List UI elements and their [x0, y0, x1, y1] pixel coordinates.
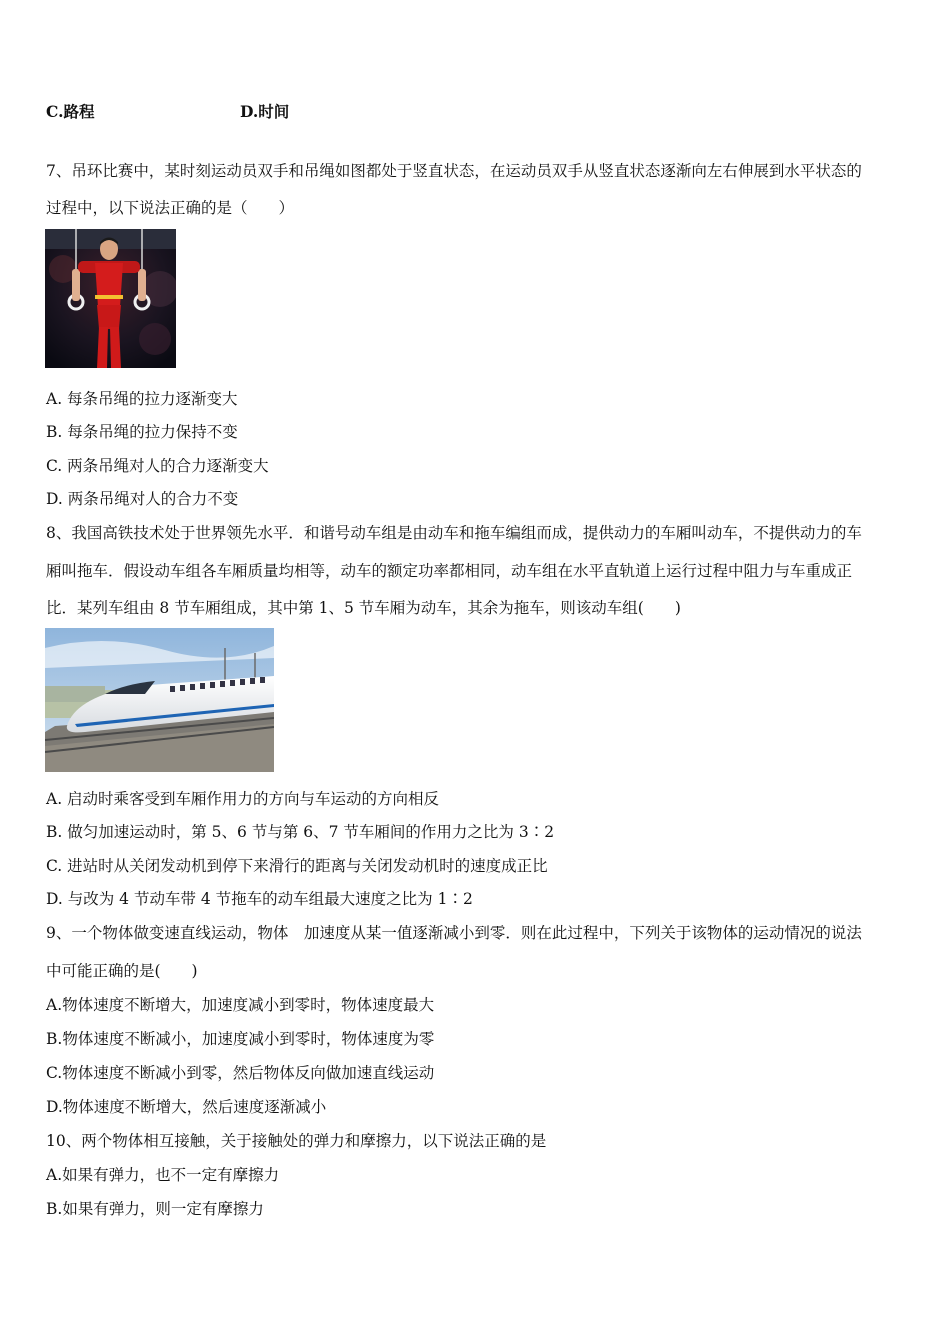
q7-stem-line-1: 7、吊环比赛中，某时刻运动员双手和吊绳如图都处于竖直状态，在运动员双手从竖直状态逐渐向左右伸展到水平状态的: [46, 162, 862, 180]
high-speed-train-photo: [45, 628, 274, 772]
q10-option-a: A.如果有弹力，也不一定有摩擦力: [46, 1166, 280, 1184]
q10-option-b: B.如果有弹力，则一定有摩擦力: [46, 1200, 264, 1218]
q8-option-c: C. 进站时从关闭发动机到停下来滑行的距离与关闭发动机时的速度成正比: [46, 857, 548, 875]
q8-stem-line-2: 厢叫拖车．假设动车组各车厢质量均相等，动车的额定功率都相同，动车组在水平直轨道上运行过程中阻力与车重成正: [46, 562, 853, 580]
q10-stem: 10、两个物体相互接触，关于接触处的弹力和摩擦力，以下说法正确的是: [46, 1132, 547, 1150]
q8-option-a: A. 启动时乘客受到车厢作用力的方向与车运动的方向相反: [46, 790, 440, 808]
q9-stem-line-2: 中可能正确的是( ): [46, 962, 198, 980]
q8-option-d: D. 与改为 4 节动车带 4 节拖车的动车组最大速度之比为 1∶2: [46, 890, 473, 908]
q7-option-d: D. 两条吊绳对人的合力不变: [46, 490, 239, 508]
q9-option-a: A.物体速度不断增大，加速度减小到零时，物体速度最大: [46, 996, 435, 1014]
q9-option-d: D.物体速度不断增大，然后速度逐渐减小: [46, 1098, 327, 1116]
q8-option-b: B. 做匀加速运动时，第 5、6 节与第 6、7 节车厢间的作用力之比为 3∶2: [46, 823, 555, 841]
q8-stem-line-3: 比．某列车组由 8 节车厢组成，其中第 1、5 节车厢为动车，其余为拖车，则该动车组( ): [46, 599, 681, 617]
q7-option-b: B. 每条吊绳的拉力保持不变: [46, 423, 238, 441]
q7-option-a: A. 每条吊绳的拉力逐渐变大: [46, 390, 238, 408]
q7-stem-line-2: 过程中，以下说法正确的是（ ）: [46, 199, 295, 217]
q8-stem-line-1: 8、我国高铁技术处于世界领先水平．和谐号动车组是由动车和拖车编组而成，提供动力的车厢叫动车，不提供动力的车: [46, 524, 862, 542]
q6-option-c: C.路程: [46, 102, 95, 121]
q6-option-d: D.时间: [240, 102, 290, 121]
q9-stem-line-1: 9、一个物体做变速直线运动，物体 加速度从某一值逐渐减小到零．则在此过程中，下列关于该物体的运动情况的说法: [46, 924, 862, 942]
gymnast-rings-photo: [45, 229, 176, 368]
q9-option-b: B.物体速度不断减小，加速度减小到零时，物体速度为零: [46, 1030, 435, 1048]
q9-option-c: C.物体速度不断减小到零，然后物体反向做加速直线运动: [46, 1064, 435, 1082]
q7-option-c: C. 两条吊绳对人的合力逐渐变大: [46, 457, 269, 475]
